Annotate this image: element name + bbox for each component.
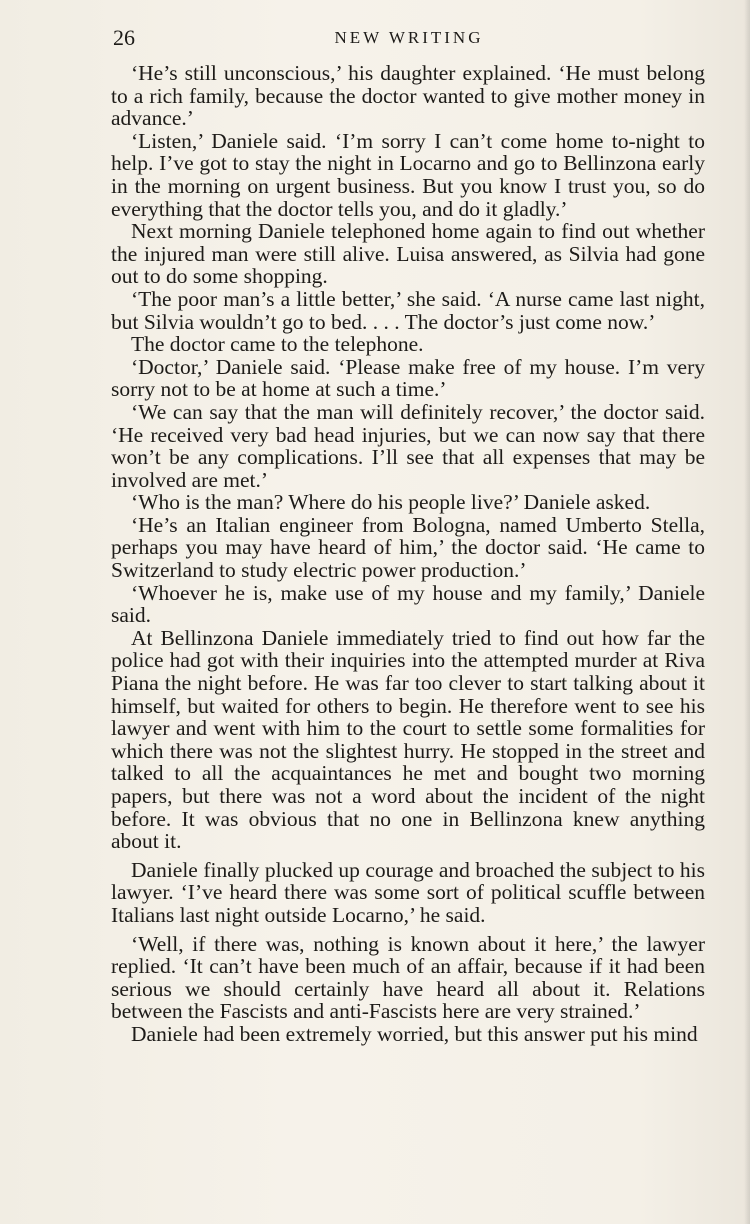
paragraph: Daniele had been extremely worried, but this answer put his mind [131,1021,698,1046]
running-head [113,24,705,52]
paragraph: ‘Who is the man? Where do his people live?’ Daniele asked. [131,490,651,515]
paragraph: ‘We can say that the man will definitely recover,’ the doctor said. ‘He received very bad head injuries, but we can now say that there won’t be any complications. I’ll see that all expenses that may be involved are met.’ [111,399,705,492]
body-text [111,62,705,1046]
paragraph: Next morning Daniele telephoned home again to find out whether the injured man were still alive. Luisa answered, as Silvia had gone out to do some shopping. [111,219,705,289]
paragraph: Daniele finally plucked up courage and broached the subject to his lawyer. ‘I’ve heard there was some sort of political scuffle between Italians last night outside Locarno,’ he said. [111,857,705,927]
paragraph: ‘Whoever he is, make use of my house and my family,’ Daniele said. [111,580,705,628]
paragraph: ‘The poor man’s a little better,’ she said. ‘A nurse came last night, but Silvia wouldn’t go to bed. . . . The doctor’s just come now.’ [111,286,705,334]
page-edge-shadow [744,0,750,1224]
page-number: 26 [113,25,135,50]
paragraph: ‘Doctor,’ Daniele said. ‘Please make free of my house. I’m very sorry not to be at home at such a time.’ [111,354,705,402]
paragraph: At Bellinzona Daniele immediately tried to find out how far the police had got with their inquiries into the attempted murder at Riva Piana the night before. He was far too clever to start talking about it himself, but waited for others to begin. He therefore went to see his lawyer and went with him to the court to settle some formalities for which there was not the slightest hurry. He stopped in the street and talked to all the acquaintances he met and bought two morning papers, but there was not a word about the incident of the night before. It was obvious that no one in Bellinzona knew anything about it. [111,625,705,854]
paragraph: ‘Listen,’ Daniele said. ‘I’m sorry I can’t come home to-night to help. I’ve got to stay the night in Locarno and go to Bellinzona early in the morning on urgent business. But you know I trust you, so do everything that the doctor tells you, and do it gladly.’ [111,128,705,221]
paragraph: ‘Well, if there was, nothing is known about it here,’ the lawyer replied. ‘It can’t have been much of an affair, because if it had been serious we should certainly have heard all about it. Relations between the Fascists and anti-Fascists here are very strained.’ [111,931,705,1024]
paragraph: ‘He’s an Italian engineer from Bologna, named Umberto Stella, perhaps you may have heard of him,’ the doctor said. ‘He came to Switzerland to study electric power production.’ [111,512,705,583]
paragraph: The doctor came to the telephone. [131,332,424,357]
paragraph: ‘He’s still unconscious,’ his daughter explained. ‘He must belong to a rich family, because the doctor wanted to give mother money in advance.’ [111,61,705,131]
running-title: NEW WRITING [334,28,484,47]
